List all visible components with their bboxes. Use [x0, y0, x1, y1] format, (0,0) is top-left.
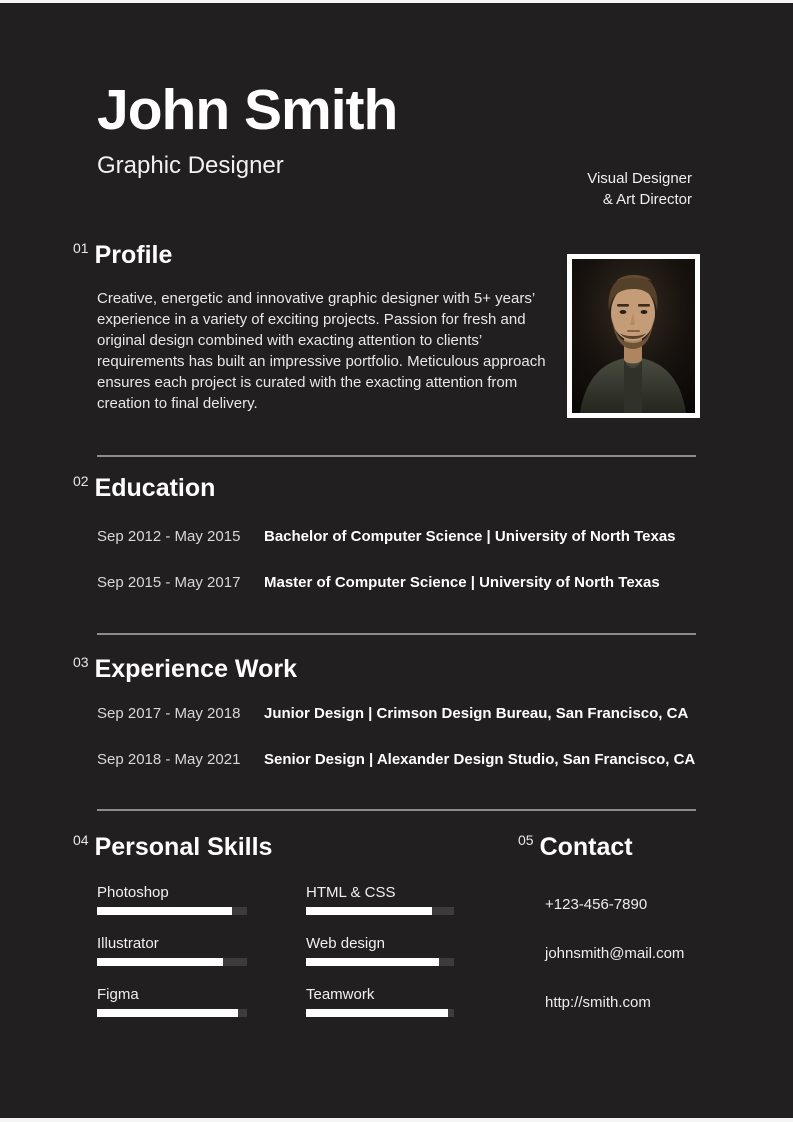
experience-rows: [97, 705, 717, 797]
section-heading-profile: [73, 241, 172, 270]
section-number-profile: 01: [73, 240, 89, 256]
section-title-education: Education: [94, 474, 216, 502]
education-row: [97, 528, 717, 545]
skill-label: Illustrator: [97, 935, 159, 952]
page-bottom-edge: [0, 1118, 793, 1122]
skill-progress-bar: [97, 907, 247, 915]
section-heading-contact: [518, 833, 633, 862]
contact-email: johnsmith@mail.com: [545, 945, 685, 962]
section-title-skills: Personal Skills: [94, 833, 273, 861]
skill-item: [97, 986, 247, 1017]
section-title-experience: Experience Work: [94, 655, 297, 683]
skill-progress-fill: [306, 958, 439, 966]
experience-row: [97, 705, 717, 722]
skill-item: [97, 884, 247, 915]
skill-label: Figma: [97, 986, 139, 1003]
skill-progress-bar: [306, 1009, 454, 1017]
skill-label: Photoshop: [97, 884, 169, 901]
divider-1: [97, 455, 696, 457]
experience-dates: Sep 2017 - May 2018: [97, 705, 241, 722]
section-heading-experience: [73, 655, 297, 684]
job-title: Graphic Designer: [97, 152, 284, 179]
skill-label: Teamwork: [306, 986, 375, 1003]
experience-dates: Sep 2018 - May 2021: [97, 751, 241, 768]
education-detail: Bachelor of Computer Science | University of North Texas: [264, 528, 676, 545]
skill-progress-fill: [97, 1009, 238, 1017]
tagline: [587, 168, 692, 210]
education-rows: [97, 528, 717, 620]
skill-progress-fill: [97, 958, 223, 966]
education-dates: Sep 2012 - May 2015: [97, 528, 241, 545]
section-number-experience: 03: [73, 654, 89, 670]
page-top-edge: [0, 0, 793, 3]
section-heading-education: [73, 474, 215, 503]
section-heading-skills: [73, 833, 272, 862]
profile-photo: [567, 254, 700, 418]
section-title-profile: Profile: [94, 241, 173, 269]
skill-progress-bar: [97, 1009, 247, 1017]
skills-column-left: [97, 884, 247, 1037]
skill-item: [97, 935, 247, 966]
person-name: John Smith: [97, 78, 398, 142]
education-detail: Master of Computer Science | University of North Texas: [264, 574, 660, 591]
contact-list: [545, 896, 684, 1043]
section-number-skills: 04: [73, 832, 89, 848]
skill-progress-bar: [306, 907, 454, 915]
tagline-line-2: & Art Director: [602, 191, 692, 208]
divider-3: [97, 809, 696, 811]
section-number-education: 02: [73, 473, 89, 489]
skill-item: [306, 935, 454, 966]
skill-progress-fill: [97, 907, 232, 915]
skill-item: [306, 884, 454, 915]
divider-2: [97, 633, 696, 635]
experience-detail: Senior Design | Alexander Design Studio, San Francisco, CA: [264, 751, 696, 768]
skill-progress-bar: [306, 958, 454, 966]
education-row: [97, 574, 717, 591]
contact-phone: +123-456-7890: [545, 896, 648, 913]
section-title-contact: Contact: [539, 833, 633, 861]
skill-item: [306, 986, 454, 1017]
skill-progress-fill: [306, 1009, 448, 1017]
experience-row: [97, 751, 717, 768]
skill-label: HTML & CSS: [306, 884, 396, 901]
skills-column-right: [306, 884, 454, 1037]
education-dates: Sep 2015 - May 2017: [97, 574, 241, 591]
profile-summary: Creative, energetic and innovative graphic designer with 5+ years’ experience in a variety of exciting projects. Passion for fresh and original design combined with exacting attention to clients’ requirements has built an impressive portfolio. Meticulous approach ensures each project is curated with the exacting attention from creation to final delivery.: [97, 290, 546, 412]
contact-website: http://smith.com: [545, 994, 651, 1011]
skill-progress-fill: [306, 907, 432, 915]
experience-detail: Junior Design | Crimson Design Bureau, San Francisco, CA: [264, 705, 689, 722]
skill-progress-bar: [97, 958, 247, 966]
skill-label: Web design: [306, 935, 385, 952]
portrait-photo-illustration: [572, 259, 695, 413]
section-number-contact: 05: [518, 832, 534, 848]
tagline-line-1: Visual Designer: [587, 170, 692, 187]
